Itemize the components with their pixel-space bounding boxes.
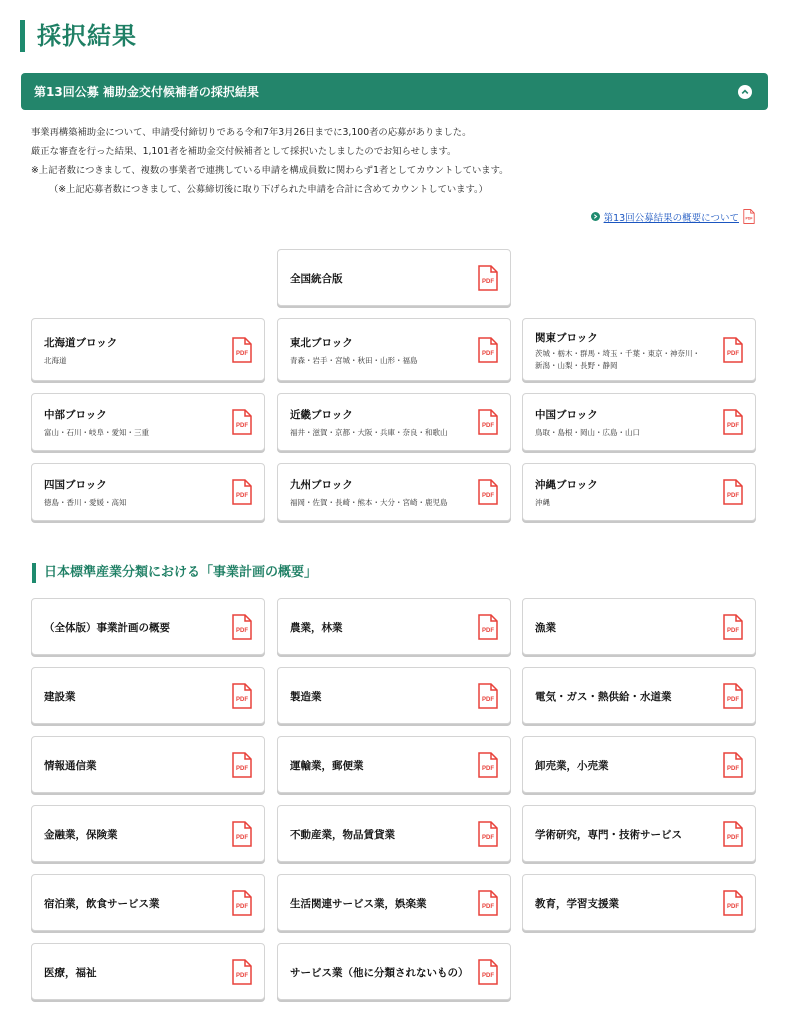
industry-card[interactable] bbox=[277, 736, 511, 793]
card-title: 建設業 bbox=[44, 690, 76, 703]
card-title: 農業，林業 bbox=[290, 621, 343, 634]
svg-text:PDF: PDF bbox=[727, 350, 739, 357]
svg-text:PDF: PDF bbox=[236, 834, 248, 841]
card-prefectures: 沖縄 bbox=[535, 498, 550, 507]
card-prefectures: 鳥取・島根・岡山・広島・山口 bbox=[535, 428, 640, 437]
pdf-icon bbox=[232, 959, 252, 985]
card-title: 不動産業，物品賃貸業 bbox=[290, 828, 395, 841]
industry-card[interactable] bbox=[31, 805, 265, 862]
pdf-icon bbox=[723, 890, 743, 916]
pdf-icon bbox=[478, 752, 498, 778]
svg-text:PDF: PDF bbox=[236, 903, 248, 910]
region-card[interactable] bbox=[31, 318, 265, 381]
card-title: 運輸業，郵便業 bbox=[290, 759, 364, 772]
card-prefectures: 福岡・佐賀・長崎・熊本・大分・宮崎・鹿児島 bbox=[290, 498, 448, 507]
svg-text:PDF: PDF bbox=[482, 903, 494, 910]
svg-text:PDF: PDF bbox=[236, 972, 248, 979]
card-prefectures: 富山・石川・岐阜・愛知・三重 bbox=[44, 428, 149, 437]
svg-text:PDF: PDF bbox=[482, 423, 494, 429]
region-card-national[interactable] bbox=[277, 249, 511, 306]
pdf-icon bbox=[232, 890, 252, 916]
svg-text:PDF: PDF bbox=[727, 493, 739, 499]
industry-card[interactable] bbox=[522, 874, 756, 931]
card-prefectures: 北海道 bbox=[44, 355, 67, 365]
card-title: 漁業 bbox=[535, 621, 556, 634]
industry-card[interactable] bbox=[522, 667, 756, 724]
region-card[interactable] bbox=[522, 318, 756, 381]
svg-text:PDF: PDF bbox=[482, 627, 494, 634]
industry-card[interactable] bbox=[277, 943, 511, 1000]
pdf-icon bbox=[478, 409, 498, 435]
pdf-icon bbox=[232, 479, 252, 505]
intro-line: 事業再構築補助金について、申請受付締切りである令和7年3月26日までに3,100者の応募がありました。 bbox=[31, 127, 472, 138]
card-title: 学術研究，専門・技術サービス bbox=[535, 828, 682, 841]
industry-card[interactable] bbox=[277, 874, 511, 931]
pdf-icon bbox=[478, 959, 498, 985]
intro-text bbox=[31, 123, 761, 199]
card-title: 近畿ブロック bbox=[290, 409, 353, 421]
accordion-header[interactable] bbox=[21, 73, 768, 110]
pdf-icon bbox=[478, 890, 498, 916]
svg-text:PDF: PDF bbox=[236, 765, 248, 772]
pdf-icon bbox=[723, 614, 743, 640]
region-card[interactable] bbox=[31, 463, 265, 521]
industry-card[interactable] bbox=[277, 805, 511, 862]
card-title: （全体版）事業計画の概要 bbox=[44, 621, 170, 634]
card-prefectures: 徳島・香川・愛媛・高知 bbox=[44, 498, 127, 507]
svg-text:PDF: PDF bbox=[236, 696, 248, 703]
card-title: 製造業 bbox=[290, 690, 322, 703]
page-title: 採択結果 bbox=[20, 20, 137, 52]
section-heading: 日本標準産業分類における「事業計画の概要」 bbox=[32, 563, 317, 583]
svg-text:PDF: PDF bbox=[727, 696, 739, 703]
pdf-icon bbox=[232, 614, 252, 640]
region-card[interactable] bbox=[277, 318, 511, 381]
summary-pdf-link[interactable] bbox=[591, 209, 755, 224]
pdf-icon bbox=[478, 337, 498, 363]
card-title: 全国統合版 bbox=[290, 272, 343, 285]
svg-text:PDF: PDF bbox=[236, 423, 248, 429]
svg-text:PDF: PDF bbox=[482, 834, 494, 841]
industry-card[interactable] bbox=[522, 805, 756, 862]
pdf-icon bbox=[723, 821, 743, 847]
industry-card[interactable] bbox=[31, 736, 265, 793]
card-title: 沖縄ブロック bbox=[535, 479, 598, 491]
region-card[interactable] bbox=[277, 463, 511, 521]
intro-note: ※上記者数につきまして、複数の事業者で連携している申請を構成員数に関わらず1者としてカウントしています。 bbox=[31, 165, 509, 176]
pdf-icon bbox=[478, 479, 498, 505]
pdf-icon bbox=[723, 479, 743, 505]
svg-text:PDF: PDF bbox=[727, 423, 739, 429]
card-title: 金融業，保険業 bbox=[44, 828, 118, 841]
card-title: サービス業（他に分類されないもの） bbox=[290, 966, 469, 979]
industry-card[interactable] bbox=[31, 598, 265, 655]
pdf-icon bbox=[723, 683, 743, 709]
svg-text:PDF: PDF bbox=[236, 627, 248, 634]
card-title: 医療，福祉 bbox=[44, 966, 97, 979]
card-title: 九州ブロック bbox=[290, 479, 353, 491]
svg-text:PDF: PDF bbox=[482, 493, 494, 499]
industry-card[interactable] bbox=[277, 667, 511, 724]
chevron-up-icon[interactable] bbox=[738, 85, 752, 99]
pdf-icon bbox=[478, 614, 498, 640]
industry-card[interactable] bbox=[31, 874, 265, 931]
arrow-right-icon bbox=[591, 212, 600, 221]
svg-text:PDF: PDF bbox=[236, 493, 248, 499]
pdf-icon bbox=[232, 337, 252, 363]
industry-card[interactable] bbox=[277, 598, 511, 655]
svg-text:PDF: PDF bbox=[727, 627, 739, 634]
svg-text:PDF: PDF bbox=[727, 903, 739, 910]
region-card[interactable] bbox=[522, 393, 756, 451]
card-title: 電気・ガス・熱供給・水道業 bbox=[535, 690, 672, 703]
svg-text:PDF: PDF bbox=[482, 350, 494, 357]
pdf-icon bbox=[232, 752, 252, 778]
industry-card[interactable] bbox=[31, 943, 265, 1000]
card-title: 四国ブロック bbox=[44, 479, 107, 491]
pdf-icon bbox=[723, 337, 743, 363]
pdf-icon bbox=[478, 821, 498, 847]
region-card[interactable] bbox=[31, 393, 265, 451]
card-title: 関東ブロック bbox=[535, 331, 598, 344]
pdf-icon bbox=[478, 683, 498, 709]
intro-line: 厳正な審査を行った結果、1,101者を補助金交付候補者として採択いたしましたのでお知らせします。 bbox=[31, 146, 457, 157]
summary-link-label: 第13回公募結果の概要について bbox=[603, 212, 739, 224]
pdf-icon bbox=[232, 821, 252, 847]
card-title: 情報通信業 bbox=[44, 759, 97, 772]
svg-text:PDF: PDF bbox=[482, 696, 494, 703]
industry-card[interactable] bbox=[31, 667, 265, 724]
card-title: 宿泊業，飲食サービス業 bbox=[44, 897, 160, 910]
card-title: 卸売業，小売業 bbox=[535, 759, 609, 772]
card-title: 中国ブロック bbox=[535, 409, 598, 421]
pdf-icon bbox=[232, 409, 252, 435]
pdf-icon bbox=[232, 683, 252, 709]
card-title: 北海道ブロック bbox=[44, 336, 118, 349]
pdf-icon bbox=[478, 265, 498, 291]
card-prefectures: 青森・岩手・宮城・秋田・山形・福島 bbox=[290, 355, 418, 365]
card-title: 教育，学習支援業 bbox=[535, 897, 619, 910]
accordion-title: 第13回公募 補助金交付候補者の採択結果 bbox=[34, 85, 259, 99]
svg-text:PDF: PDF bbox=[745, 216, 753, 221]
region-card[interactable] bbox=[277, 393, 511, 451]
intro-note: （※上記応募者数につきまして、公募締切後に取り下げられた申請を合計に含めてカウントしています。） bbox=[49, 184, 488, 195]
svg-text:PDF: PDF bbox=[236, 350, 248, 357]
svg-text:PDF: PDF bbox=[482, 972, 494, 979]
industry-card[interactable] bbox=[522, 736, 756, 793]
svg-text:PDF: PDF bbox=[482, 765, 494, 772]
svg-text:PDF: PDF bbox=[482, 278, 494, 285]
pdf-icon bbox=[743, 209, 755, 224]
region-card[interactable] bbox=[522, 463, 756, 521]
industry-card[interactable] bbox=[522, 598, 756, 655]
pdf-icon bbox=[723, 409, 743, 435]
card-title: 東北ブロック bbox=[290, 336, 353, 349]
card-prefectures: 福井・滋賀・京都・大阪・兵庫・奈良・和歌山 bbox=[290, 428, 448, 437]
card-title: 生活関連サービス業，娯楽業 bbox=[290, 897, 427, 910]
svg-text:PDF: PDF bbox=[727, 765, 739, 772]
svg-text:PDF: PDF bbox=[727, 834, 739, 841]
card-title: 中部ブロック bbox=[44, 409, 107, 421]
card-prefectures: 茨城・栃木・群馬・埼玉・千葉・東京・神奈川・ 新潟・山梨・長野・静岡 bbox=[535, 348, 700, 370]
pdf-icon bbox=[723, 752, 743, 778]
